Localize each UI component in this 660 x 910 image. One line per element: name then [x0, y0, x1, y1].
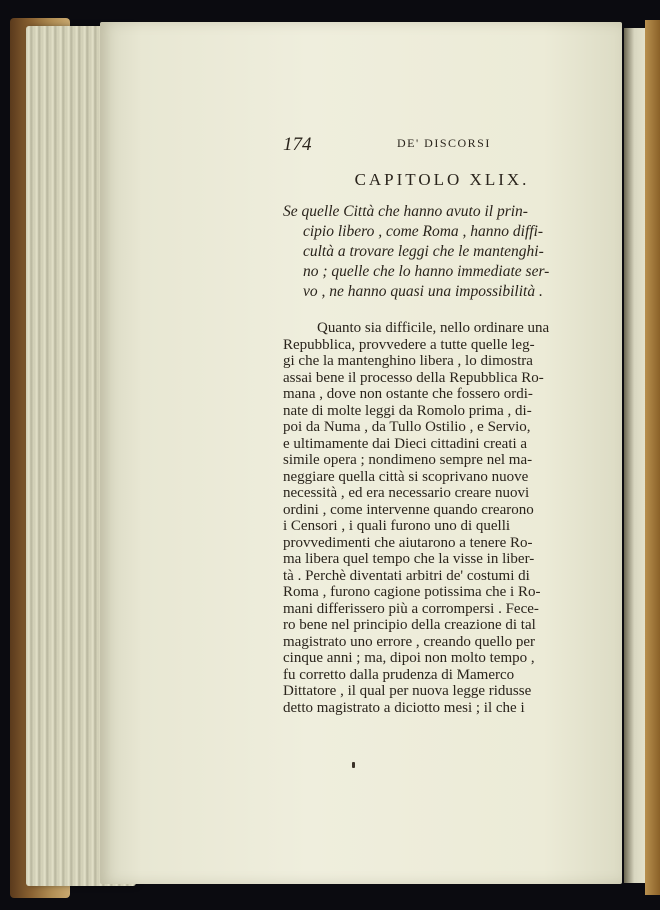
body-line: Roma , furono cagione potissima che i Ro- — [283, 584, 541, 600]
summary-line: cultà a trovare leggi che le mantenghi- — [303, 243, 544, 260]
chapter-title: CAPITOLO XLIX. — [354, 170, 530, 189]
body-line: Dittatore , il qual per nuova legge ridusse — [283, 683, 532, 699]
body-line: necessità , ed era necessario creare nuovi — [283, 485, 530, 501]
body-line: gi che la mantenghino libera , lo dimostra — [283, 353, 533, 369]
body-line: provvedimenti che aiutarono a tenere Ro- — [283, 534, 533, 551]
body-line: poi da Numa , da Tullo Ostilio , e Servio, — [283, 419, 531, 435]
ink-speck — [352, 762, 355, 768]
body-line: e ultimamente dai Dieci cittadini creati a — [283, 435, 528, 452]
chapter-body — [283, 320, 601, 716]
body-line: neggiare quella città si scoprivano nuove — [283, 468, 529, 485]
body-line: fu corretto dalla prudenza di Mamerco — [283, 666, 515, 683]
body-line: nate di molte leggi da Romolo prima , di- — [283, 402, 532, 419]
body-line: magistrato uno errore , creando quello per — [283, 633, 535, 650]
body-line: i Censori , i quali furono uno di quelli — [283, 518, 511, 534]
chapter-summary — [283, 202, 601, 302]
book-cover-right — [645, 20, 660, 895]
body-line: Quanto sia difficile, nello ordinare una — [317, 320, 550, 336]
page-text-block — [283, 130, 601, 716]
body-line: ma libera quel tempo che la visse in liber- — [283, 551, 535, 567]
page-number: 174 — [283, 134, 312, 155]
body-line: cinque anni ; ma, dipoi non molto tempo , — [283, 650, 535, 666]
summary-line: no ; quelle che lo hanno immediate ser- — [303, 263, 550, 280]
body-line: assai bene il processo della Repubblica Ro- — [283, 369, 544, 386]
body-line: detto magistrato a diciotto mesi ; il che i — [283, 699, 525, 716]
body-line: mani differissero più a corrompersi . Fece- — [283, 600, 539, 617]
body-line: simile opera ; nondimeno sempre nel ma- — [283, 452, 533, 468]
body-line: mana , dove non ostante che fossero ordi- — [283, 386, 533, 402]
body-line: ro bene nel principio della creazione di tal — [283, 617, 536, 633]
summary-line: vo , ne hanno quasi una impossibilità . — [303, 283, 543, 300]
running-title: DE' DISCORSI — [397, 136, 491, 150]
body-line: Repubblica, provvedere a tutte quelle leg- — [283, 336, 535, 353]
summary-line: cipio libero , come Roma , hanno diffi- — [303, 223, 544, 240]
running-head — [283, 130, 601, 156]
summary-line: Se quelle Città che hanno avuto il prin- — [283, 203, 528, 220]
body-line: ordini , come intervenne quando crearono — [283, 501, 534, 518]
body-line: tà . Perchè diventati arbitri de' costumi di — [283, 567, 530, 584]
